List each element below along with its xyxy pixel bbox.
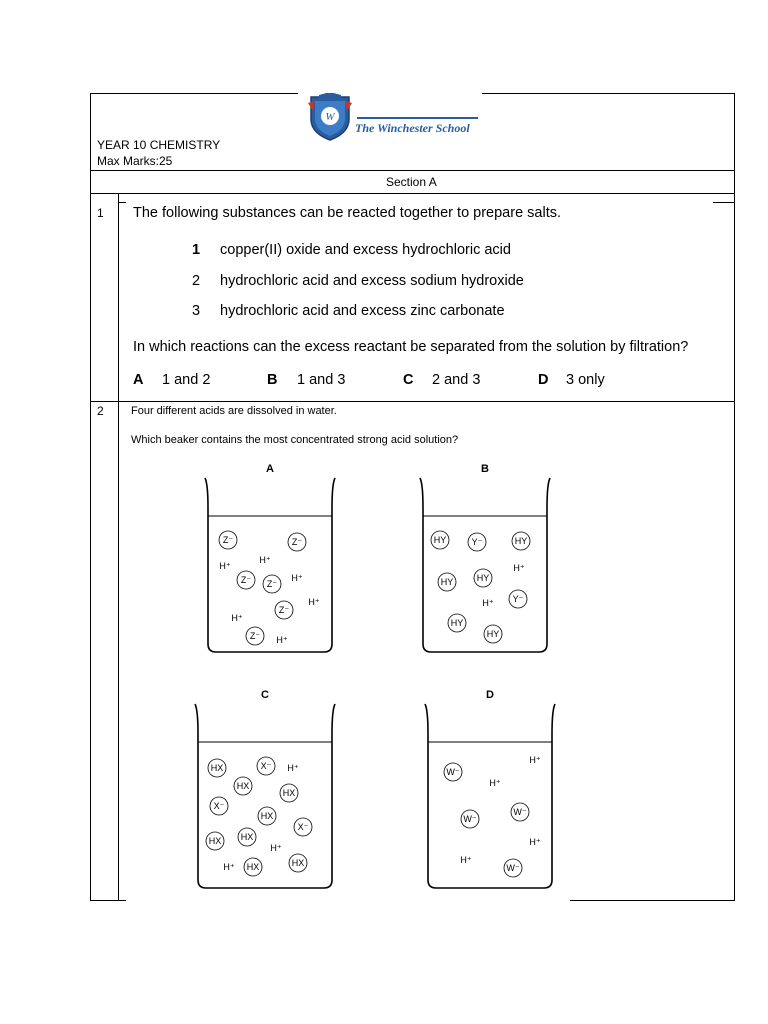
q2-line-1: Four different acids are dissolved in water. bbox=[131, 405, 337, 417]
beaker-glass bbox=[195, 704, 335, 888]
ion-circled bbox=[237, 571, 255, 589]
q1-right-tick bbox=[713, 202, 735, 203]
option-text-a: 1 and 2 bbox=[162, 372, 211, 388]
ion-circled bbox=[288, 533, 306, 551]
section-title: Section A bbox=[386, 175, 437, 189]
hydrogen-ion bbox=[219, 561, 230, 571]
beaker-drawing bbox=[190, 686, 340, 894]
beaker-label: A bbox=[266, 463, 274, 475]
frame-top-right bbox=[482, 93, 734, 94]
ion-label: H⁺ bbox=[219, 561, 231, 571]
ion-label: HX bbox=[291, 858, 305, 868]
q1-item-number: 3 bbox=[192, 303, 201, 319]
ion-label: H⁺ bbox=[276, 635, 288, 645]
beaker-label: C bbox=[261, 689, 269, 701]
option-text-d: 3 only bbox=[566, 372, 605, 388]
ion-circled bbox=[461, 810, 479, 828]
ion-label: H⁺ bbox=[529, 837, 541, 847]
beaker-label: B bbox=[481, 463, 489, 475]
ion-circled bbox=[219, 531, 237, 549]
ion-label: Z⁻ bbox=[249, 631, 261, 641]
ion-label: HY bbox=[433, 535, 447, 545]
max-marks: Max Marks:25 bbox=[97, 154, 173, 168]
ion-label: H⁺ bbox=[223, 862, 235, 872]
option-text-b: 1 and 3 bbox=[297, 372, 346, 388]
beaker-a bbox=[200, 460, 340, 658]
beaker-label: D bbox=[486, 689, 494, 701]
subject-title: YEAR 10 CHEMISTRY bbox=[97, 138, 221, 152]
frame-right bbox=[734, 93, 735, 901]
ion-circled bbox=[474, 569, 492, 587]
ion-label: X⁻ bbox=[260, 761, 272, 771]
q1-item-text: copper(II) oxide and excess hydrochloric acid bbox=[220, 242, 511, 258]
ion-circled bbox=[512, 532, 530, 550]
ion-label: Z⁻ bbox=[240, 575, 252, 585]
ion-circled bbox=[257, 757, 275, 775]
option-letter-c: C bbox=[403, 372, 414, 388]
hydrogen-ion bbox=[482, 598, 493, 608]
ion-label: HX bbox=[282, 788, 296, 798]
hydrogen-ion bbox=[460, 855, 471, 865]
ion-label: H⁺ bbox=[231, 613, 243, 623]
ion-label: H⁺ bbox=[270, 843, 282, 853]
ion-circled bbox=[210, 797, 228, 815]
ion-circled bbox=[468, 533, 486, 551]
q-divider bbox=[90, 401, 735, 402]
ion-label: X⁻ bbox=[297, 822, 309, 832]
ion-circled bbox=[244, 858, 262, 876]
school-logo bbox=[305, 93, 480, 143]
beaker-c bbox=[190, 686, 340, 894]
ion-label: HX bbox=[240, 832, 254, 842]
beaker-d bbox=[420, 686, 560, 894]
q1-left-tick bbox=[118, 202, 126, 203]
number-column-line bbox=[118, 193, 119, 901]
ion-circled bbox=[448, 614, 466, 632]
ion-circled bbox=[208, 759, 226, 777]
frame-left bbox=[90, 93, 91, 901]
ion-label: HY bbox=[514, 536, 528, 546]
q1-item-text: hydrochloric acid and excess zinc carbonate bbox=[220, 303, 505, 319]
ion-circled bbox=[509, 590, 527, 608]
question-number: 1 bbox=[97, 206, 104, 220]
ion-label: Z⁻ bbox=[278, 605, 290, 615]
hydrogen-ion bbox=[276, 635, 287, 645]
beaker-glass bbox=[425, 704, 555, 888]
ion-label: Z⁻ bbox=[291, 537, 303, 547]
hydrogen-ion bbox=[287, 763, 298, 773]
ion-label: W⁻ bbox=[513, 807, 527, 817]
ion-label: Y⁻ bbox=[512, 594, 524, 604]
frame-top-left bbox=[90, 93, 298, 94]
ion-label: H⁺ bbox=[259, 555, 271, 565]
ion-label: X⁻ bbox=[213, 801, 225, 811]
hydrogen-ion bbox=[223, 862, 234, 872]
beaker-drawing bbox=[415, 460, 555, 658]
ion-circled bbox=[246, 627, 264, 645]
ion-circled bbox=[438, 573, 456, 591]
ion-label: HY bbox=[486, 629, 500, 639]
ion-label: H⁺ bbox=[460, 855, 472, 865]
question-number: 2 bbox=[97, 404, 104, 418]
q1-stem: The following substances can be reacted together to prepare salts. bbox=[133, 205, 562, 221]
hydrogen-ion bbox=[308, 597, 319, 607]
ion-label: HX bbox=[236, 781, 250, 791]
ion-label: H⁺ bbox=[513, 563, 525, 573]
hydrogen-ion bbox=[231, 613, 242, 623]
ion-label: HX bbox=[210, 763, 224, 773]
ion-label: HX bbox=[246, 862, 260, 872]
ion-circled bbox=[289, 854, 307, 872]
q1-item-number: 1 bbox=[192, 242, 201, 258]
ion-label: H⁺ bbox=[482, 598, 494, 608]
q1-item-number: 2 bbox=[192, 273, 201, 289]
option-letter-d: D bbox=[538, 372, 549, 388]
beaker-drawing bbox=[200, 460, 340, 658]
hydrogen-ion bbox=[513, 563, 524, 573]
ion-label: HY bbox=[440, 577, 454, 587]
ion-label: W⁻ bbox=[446, 767, 460, 777]
frame-bottom-left bbox=[90, 900, 126, 901]
ion-label: H⁺ bbox=[308, 597, 320, 607]
frame-bottom-right bbox=[570, 900, 735, 901]
ion-label: H⁺ bbox=[489, 778, 501, 788]
hydrogen-ion bbox=[529, 837, 540, 847]
q2-line-2: Which beaker contains the most concentrated strong acid solution? bbox=[131, 434, 459, 446]
ion-label: HY bbox=[476, 573, 490, 583]
ion-label: HX bbox=[208, 836, 222, 846]
ion-circled bbox=[511, 803, 529, 821]
hydrogen-ion bbox=[529, 755, 540, 765]
school-name: The Winchester School bbox=[355, 121, 470, 135]
option-letter-a: A bbox=[133, 372, 144, 388]
ion-circled bbox=[258, 807, 276, 825]
hydrogen-ion bbox=[259, 555, 270, 565]
beaker-b bbox=[415, 460, 555, 658]
beaker-glass bbox=[420, 478, 550, 652]
ion-label: W⁻ bbox=[506, 863, 520, 873]
ion-circled bbox=[275, 601, 293, 619]
section-divider bbox=[90, 193, 735, 194]
ion-label: Z⁻ bbox=[222, 535, 234, 545]
q1-item-text: hydrochloric acid and excess sodium hydroxide bbox=[220, 273, 524, 289]
svg-text:W: W bbox=[325, 111, 335, 123]
hydrogen-ion bbox=[270, 843, 281, 853]
ion-circled bbox=[484, 625, 502, 643]
header-divider bbox=[90, 170, 735, 171]
ion-label: HX bbox=[260, 811, 274, 821]
option-letter-b: B bbox=[267, 372, 278, 388]
ion-circled bbox=[504, 859, 522, 877]
ion-circled bbox=[263, 575, 281, 593]
option-text-c: 2 and 3 bbox=[432, 372, 481, 388]
ion-circled bbox=[206, 832, 224, 850]
ion-circled bbox=[238, 828, 256, 846]
ion-circled bbox=[280, 784, 298, 802]
ion-circled bbox=[234, 777, 252, 795]
ion-label: W⁻ bbox=[463, 814, 477, 824]
ion-circled bbox=[431, 531, 449, 549]
ion-label: H⁺ bbox=[287, 763, 299, 773]
beaker-drawing bbox=[420, 686, 560, 894]
ion-circled bbox=[444, 763, 462, 781]
ion-label: Y⁻ bbox=[471, 537, 483, 547]
ion-label: H⁺ bbox=[291, 573, 303, 583]
ion-circled bbox=[294, 818, 312, 836]
ion-label: Z⁻ bbox=[266, 579, 278, 589]
ion-label: HY bbox=[450, 618, 464, 628]
hydrogen-ion bbox=[291, 573, 302, 583]
q1-question: In which reactions can the excess reactant be separated from the solution by filtration? bbox=[133, 339, 689, 355]
q2-right-tick bbox=[713, 401, 735, 402]
hydrogen-ion bbox=[489, 778, 500, 788]
ion-label: H⁺ bbox=[529, 755, 541, 765]
